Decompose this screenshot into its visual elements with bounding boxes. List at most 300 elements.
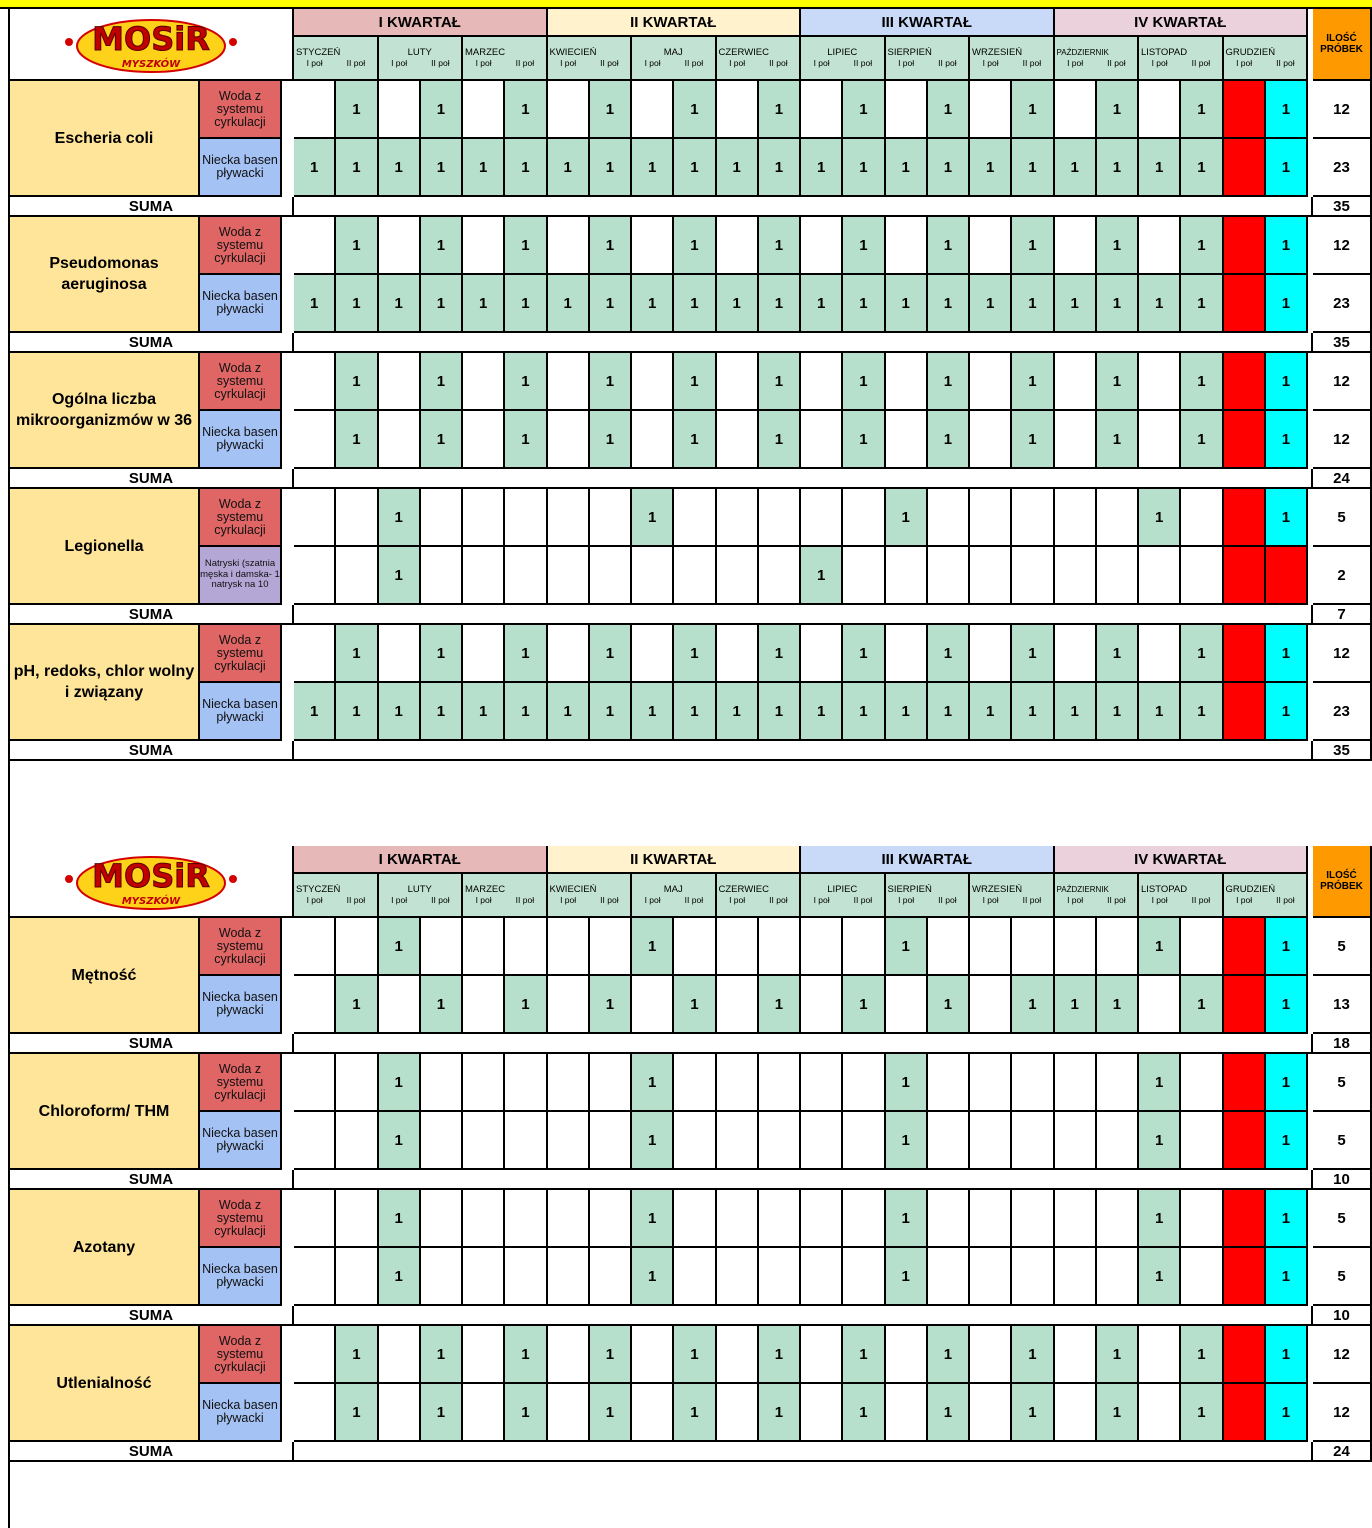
schedule-cell [336, 139, 378, 197]
sample-source-label: Niecka basen pływacki [202, 289, 278, 316]
schedule-cell [336, 625, 378, 683]
quarter-label: IV KWARTAŁ [1134, 13, 1227, 31]
schedule-cell [759, 976, 801, 1034]
half-label-first: I poł [391, 895, 408, 905]
schedule-cell [1266, 1190, 1308, 1248]
schedule-cell [886, 139, 928, 197]
schedule-cell [1266, 976, 1308, 1034]
schedule-cell [421, 1326, 463, 1384]
half-label-first: I poł [1151, 895, 1168, 905]
sample-count: 1 [521, 100, 530, 118]
schedule-cell [421, 489, 463, 547]
sample-count: 1 [647, 937, 657, 955]
sample-source [200, 275, 282, 333]
schedule-cell [801, 918, 843, 976]
sample-count: 1 [774, 1345, 784, 1363]
half-label-second: II poł [1276, 58, 1295, 68]
suma-label: SUMA [128, 605, 174, 623]
sample-count: 1 [774, 430, 784, 448]
sample-count: 1 [1112, 430, 1122, 448]
schedule-cell [928, 1190, 970, 1248]
row-total-value: 5 [1337, 1267, 1346, 1285]
schedule-cell [1224, 81, 1266, 139]
suma-total-value: 35 [1333, 741, 1350, 759]
sample-count: 1 [774, 158, 784, 176]
row-total-value: 12 [1333, 1403, 1350, 1421]
schedule-cell [336, 976, 378, 1034]
row-total-value: 5 [1337, 1131, 1346, 1149]
month-header [463, 37, 548, 81]
sample-count: 1 [394, 937, 403, 955]
suma-total [1313, 605, 1372, 625]
parameter-label: Mętność [71, 966, 137, 984]
schedule-cell [463, 625, 505, 683]
schedule-cell [1266, 547, 1308, 605]
schedule-cell [379, 1190, 421, 1248]
half-labels [801, 58, 884, 68]
sample-count: 1 [732, 702, 741, 720]
sample-count: 1 [1154, 1267, 1164, 1285]
schedule-cell [632, 1326, 674, 1384]
half-labels [632, 895, 715, 905]
sample-count: 1 [563, 702, 572, 720]
schedule-cell [717, 625, 759, 683]
schedule-cell [632, 976, 674, 1034]
schedule-cell [886, 275, 928, 333]
sample-count: 1 [478, 158, 488, 176]
schedule-cell [1012, 1112, 1054, 1170]
schedule-cell [1055, 1326, 1097, 1384]
half-label-second: II poł [853, 895, 873, 905]
sample-count: 1 [1112, 236, 1122, 254]
schedule-cell [717, 1326, 759, 1384]
schedule-cell [928, 976, 970, 1034]
month-name: STYCZEŃ [296, 47, 341, 58]
sample-source-label: Woda z systemu cyrkulacji [214, 1061, 266, 1102]
schedule-cell [1181, 353, 1223, 411]
sample-count: 1 [436, 236, 446, 254]
schedule-cell [843, 625, 885, 683]
sample-count: 1 [436, 158, 446, 176]
schedule-cell [548, 976, 590, 1034]
sample-count: 1 [774, 100, 784, 118]
month-header [801, 37, 886, 81]
suma-label: SUMA [128, 1170, 174, 1188]
schedule-cell [1055, 489, 1097, 547]
schedule-cell [674, 1190, 716, 1248]
month-name: LUTY [407, 47, 432, 58]
schedule-cell [1055, 217, 1097, 275]
schedule-cell [1055, 918, 1097, 976]
sample-count: 1 [774, 995, 784, 1013]
sample-count: 1 [1028, 702, 1037, 720]
mosir-logo-mark [51, 849, 251, 913]
schedule-cell [1012, 1054, 1054, 1112]
schedule-cell [379, 275, 421, 333]
parameter-label: Utlenialność [56, 1374, 152, 1392]
schedule-cell [590, 1054, 632, 1112]
sample-count: 1 [436, 372, 446, 390]
sample-source-label: Niecka basen pływacki [202, 1398, 278, 1425]
schedule-cell [379, 353, 421, 411]
schedule-cell [843, 275, 885, 333]
sample-source-label: Woda z systemu cyrkulacji [214, 496, 266, 537]
suma-label: SUMA [128, 1442, 174, 1460]
sample-count: 1 [985, 158, 995, 176]
schedule-cell [505, 275, 547, 333]
month-header [463, 874, 548, 918]
half-label-first: I poł [1151, 58, 1168, 68]
schedule-cell [1055, 1054, 1097, 1112]
sample-count: 1 [1281, 937, 1291, 955]
schedule-cell [294, 976, 336, 1034]
schedule-cell [1181, 139, 1223, 197]
schedule-cell [421, 1248, 463, 1306]
sample-count: 1 [943, 702, 953, 720]
schedule-cell [759, 353, 801, 411]
sample-count: 1 [943, 294, 953, 312]
parameter-label: Azotany [72, 1238, 136, 1256]
quarter-label: IV KWARTAŁ [1134, 850, 1227, 868]
half-labels [1055, 895, 1138, 905]
sample-count: 1 [859, 158, 868, 176]
schedule-cell [674, 976, 716, 1034]
row-total [1313, 683, 1372, 741]
sample-count: 1 [394, 1209, 403, 1227]
schedule-cell [759, 411, 801, 469]
sample-count: 1 [521, 430, 530, 448]
half-label-second: II poł [769, 895, 788, 905]
sample-count: 1 [943, 430, 953, 448]
sample-source [200, 625, 282, 683]
sample-count: 1 [394, 702, 403, 720]
half-label-first: I poł [813, 58, 830, 68]
schedule-cell [548, 683, 590, 741]
schedule-cell [928, 683, 970, 741]
month-name: CZERWIEC [718, 884, 769, 895]
schedule-cell [1139, 1112, 1181, 1170]
sample-count: 1 [859, 430, 868, 448]
schedule-cell [294, 1112, 336, 1170]
schedule-cell [294, 217, 336, 275]
schedule-cell [843, 976, 885, 1034]
sample-count: 1 [1197, 995, 1206, 1013]
schedule-cell [294, 489, 336, 547]
month-name: KWIECIEŃ [549, 47, 597, 58]
schedule-cell [294, 81, 336, 139]
schedule-cell [1139, 918, 1181, 976]
schedule-cell [632, 275, 674, 333]
schedule-cell [463, 976, 505, 1034]
sample-count: 1 [1197, 430, 1206, 448]
schedule-cell [759, 1384, 801, 1442]
sample-count: 1 [521, 294, 530, 312]
schedule-cell [505, 1054, 547, 1112]
schedule-cell [548, 1054, 590, 1112]
schedule-cell [1266, 1248, 1308, 1306]
schedule-cell [379, 1054, 421, 1112]
schedule-cell [674, 489, 716, 547]
schedule-cell [421, 275, 463, 333]
half-labels [1224, 895, 1307, 905]
half-label-first: I poł [898, 895, 915, 905]
sample-count: 1 [309, 158, 319, 176]
month-header [717, 37, 802, 81]
sample-source-label: Niecka basen pływacki [202, 1262, 278, 1289]
half-labels [379, 58, 462, 68]
schedule-cell [1139, 489, 1181, 547]
sample-count: 1 [478, 702, 488, 720]
sample-count: 1 [521, 158, 530, 176]
sample-source [200, 217, 282, 275]
schedule-cell [421, 139, 463, 197]
schedule-cell [590, 918, 632, 976]
schedule-cell [1181, 683, 1223, 741]
schedule-cell [1139, 411, 1181, 469]
half-label-second: II poł [684, 895, 704, 905]
half-label-second: II poł [1022, 58, 1042, 68]
half-label-first: I poł [391, 58, 408, 68]
half-labels [970, 58, 1053, 68]
schedule-cell [1055, 547, 1097, 605]
schedule-cell [632, 683, 674, 741]
schedule-cell [336, 81, 378, 139]
sample-source-label: Woda z systemu cyrkulacji [214, 925, 266, 966]
schedule-cell [801, 1190, 843, 1248]
sample-count: 1 [1281, 1403, 1291, 1421]
schedule-cell [759, 683, 801, 741]
schedule-cell [294, 275, 336, 333]
sample-count: 1 [647, 1131, 657, 1149]
schedule-cell [294, 625, 336, 683]
schedule-cell [421, 217, 463, 275]
schedule-cell [1097, 1112, 1139, 1170]
sample-count: 1 [901, 1131, 910, 1149]
half-labels [970, 895, 1053, 905]
month-name: GRUDZIEŃ [1225, 47, 1276, 58]
parameter-name [10, 81, 200, 197]
sample-source-label: Niecka basen pływacki [202, 425, 278, 452]
sample-count: 1 [859, 995, 868, 1013]
schedule-cell [674, 275, 716, 333]
quarter-label: II KWARTAŁ [630, 850, 717, 868]
sample-count: 1 [1154, 937, 1164, 955]
suma-label: SUMA [128, 1034, 174, 1052]
schedule-cell [632, 489, 674, 547]
row-total-value: 12 [1333, 644, 1350, 662]
schedule-cell [1224, 1190, 1266, 1248]
schedule-cell [632, 1112, 674, 1170]
sample-count: 1 [901, 1073, 910, 1091]
sample-count: 1 [563, 158, 572, 176]
schedule-cell [590, 976, 632, 1034]
sample-count: 1 [901, 1209, 910, 1227]
sample-count: 1 [943, 1403, 953, 1421]
suma-label-cell [10, 1170, 294, 1190]
schedule-cell [1012, 976, 1054, 1034]
schedule-cell [1224, 1326, 1266, 1384]
half-labels [886, 58, 969, 68]
sample-source-label: Woda z systemu cyrkulacji [214, 360, 266, 401]
logo [10, 9, 294, 81]
schedule-cell [1012, 217, 1054, 275]
schedule-cell [421, 353, 463, 411]
schedule-cell [970, 1112, 1012, 1170]
schedule-cell [759, 1054, 801, 1112]
sample-count: 1 [1028, 236, 1037, 254]
schedule-cell [759, 489, 801, 547]
sample-count: 1 [690, 158, 699, 176]
half-label-second: II poł [853, 58, 873, 68]
suma-blank [294, 469, 1313, 489]
schedule-cell [801, 353, 843, 411]
half-label-first: I poł [1067, 58, 1084, 68]
suma-total-value: 18 [1333, 1034, 1350, 1052]
schedule-cell [759, 918, 801, 976]
sample-count: 1 [309, 294, 319, 312]
row-total-value: 23 [1333, 158, 1350, 176]
schedule-cell [1224, 411, 1266, 469]
suma-total [1313, 469, 1372, 489]
half-label-second: II poł [769, 58, 788, 68]
sample-count: 1 [690, 236, 699, 254]
schedule-cell [928, 139, 970, 197]
sample-count: 1 [1197, 702, 1206, 720]
suma-label: SUMA [128, 741, 174, 759]
schedule-cell [463, 1248, 505, 1306]
schedule-cell [505, 139, 547, 197]
suma-label-cell [10, 469, 294, 489]
schedule-cell [1224, 625, 1266, 683]
schedule-cell [928, 547, 970, 605]
sample-count: 1 [943, 644, 953, 662]
schedule-cell [1266, 139, 1308, 197]
schedule-cell [421, 411, 463, 469]
half-labels [463, 895, 546, 905]
schedule-cell [674, 139, 716, 197]
schedule-cell [801, 625, 843, 683]
schedule-cell [1139, 139, 1181, 197]
schedule-cell [1097, 683, 1139, 741]
half-label-first: I poł [644, 895, 661, 905]
sample-count: 1 [859, 236, 868, 254]
sample-count: 1 [394, 158, 403, 176]
sample-count: 1 [816, 702, 826, 720]
schedule-cell [632, 1248, 674, 1306]
schedule-cell [463, 217, 505, 275]
schedule-cell [801, 489, 843, 547]
schedule-cell [1266, 918, 1308, 976]
suma-label: SUMA [128, 469, 174, 487]
row-total-value: 12 [1333, 372, 1350, 390]
sample-count: 1 [1028, 995, 1037, 1013]
sample-count: 1 [647, 1267, 657, 1285]
month-name: LIPIEC [827, 884, 858, 895]
sample-count: 1 [943, 372, 953, 390]
sample-source-label: Woda z systemu cyrkulacji [214, 1197, 266, 1238]
schedule-cell [674, 217, 716, 275]
sample-count: 1 [1028, 1345, 1037, 1363]
half-label-second: II poł [938, 895, 957, 905]
month-header [717, 874, 802, 918]
sample-count: 1 [1112, 158, 1122, 176]
schedule-cell [843, 489, 885, 547]
schedule-cell [294, 1248, 336, 1306]
schedule-cell [548, 1326, 590, 1384]
schedule-cell [1266, 217, 1308, 275]
schedule-cell [1266, 1326, 1308, 1384]
schedule-cell [632, 547, 674, 605]
sample-count: 1 [943, 100, 953, 118]
sample-count: 1 [859, 1403, 868, 1421]
schedule-cell [843, 918, 885, 976]
quarter-header [294, 846, 548, 874]
schedule-cell [379, 1248, 421, 1306]
month-name: LIPIEC [827, 47, 858, 58]
schedule-cell [1224, 683, 1266, 741]
schedule-cell [1266, 489, 1308, 547]
month-name: CZERWIEC [718, 47, 769, 58]
schedule-cell [421, 1112, 463, 1170]
suma-label-cell [10, 333, 294, 353]
schedule-cell [632, 217, 674, 275]
month-header [886, 37, 971, 81]
sample-count: 1 [985, 294, 995, 312]
schedule-cell [801, 1112, 843, 1170]
sample-count: 1 [1070, 158, 1079, 176]
suma-total [1313, 333, 1372, 353]
schedule-cell [1181, 625, 1223, 683]
schedule-cell [463, 1190, 505, 1248]
suma-blank [294, 741, 1313, 761]
sample-count: 1 [816, 294, 826, 312]
sample-source [200, 1190, 282, 1248]
schedule-cell [1224, 217, 1266, 275]
schedule-cell [801, 411, 843, 469]
sample-count: 1 [436, 294, 446, 312]
sample-count: 1 [1112, 702, 1122, 720]
schedule-cell [928, 918, 970, 976]
sample-count: 1 [859, 702, 868, 720]
schedule-cell [1055, 139, 1097, 197]
schedule-cell [590, 547, 632, 605]
sample-count: 1 [1112, 372, 1122, 390]
sample-count: 1 [352, 995, 361, 1013]
sample-count: 1 [1154, 508, 1164, 526]
schedule-cell [421, 1190, 463, 1248]
sample-count: 1 [690, 1403, 699, 1421]
schedule-cell [548, 353, 590, 411]
schedule-cell [928, 625, 970, 683]
schedule-cell [843, 1190, 885, 1248]
logo [10, 846, 294, 918]
sample-count: 1 [1070, 995, 1079, 1013]
schedule-cell [970, 275, 1012, 333]
schedule-cell [548, 275, 590, 333]
sample-count: 1 [521, 236, 530, 254]
sample-count: 1 [394, 1131, 403, 1149]
schedule-cell [294, 139, 336, 197]
sample-source [200, 1326, 282, 1384]
schedule-cell [632, 1384, 674, 1442]
suma-total [1313, 741, 1372, 761]
schedule-cell [336, 1190, 378, 1248]
schedule-cell [801, 81, 843, 139]
sample-count: 1 [1281, 294, 1291, 312]
schedule-cell [548, 625, 590, 683]
suma-blank [294, 1306, 1313, 1326]
sample-count: 1 [352, 372, 361, 390]
